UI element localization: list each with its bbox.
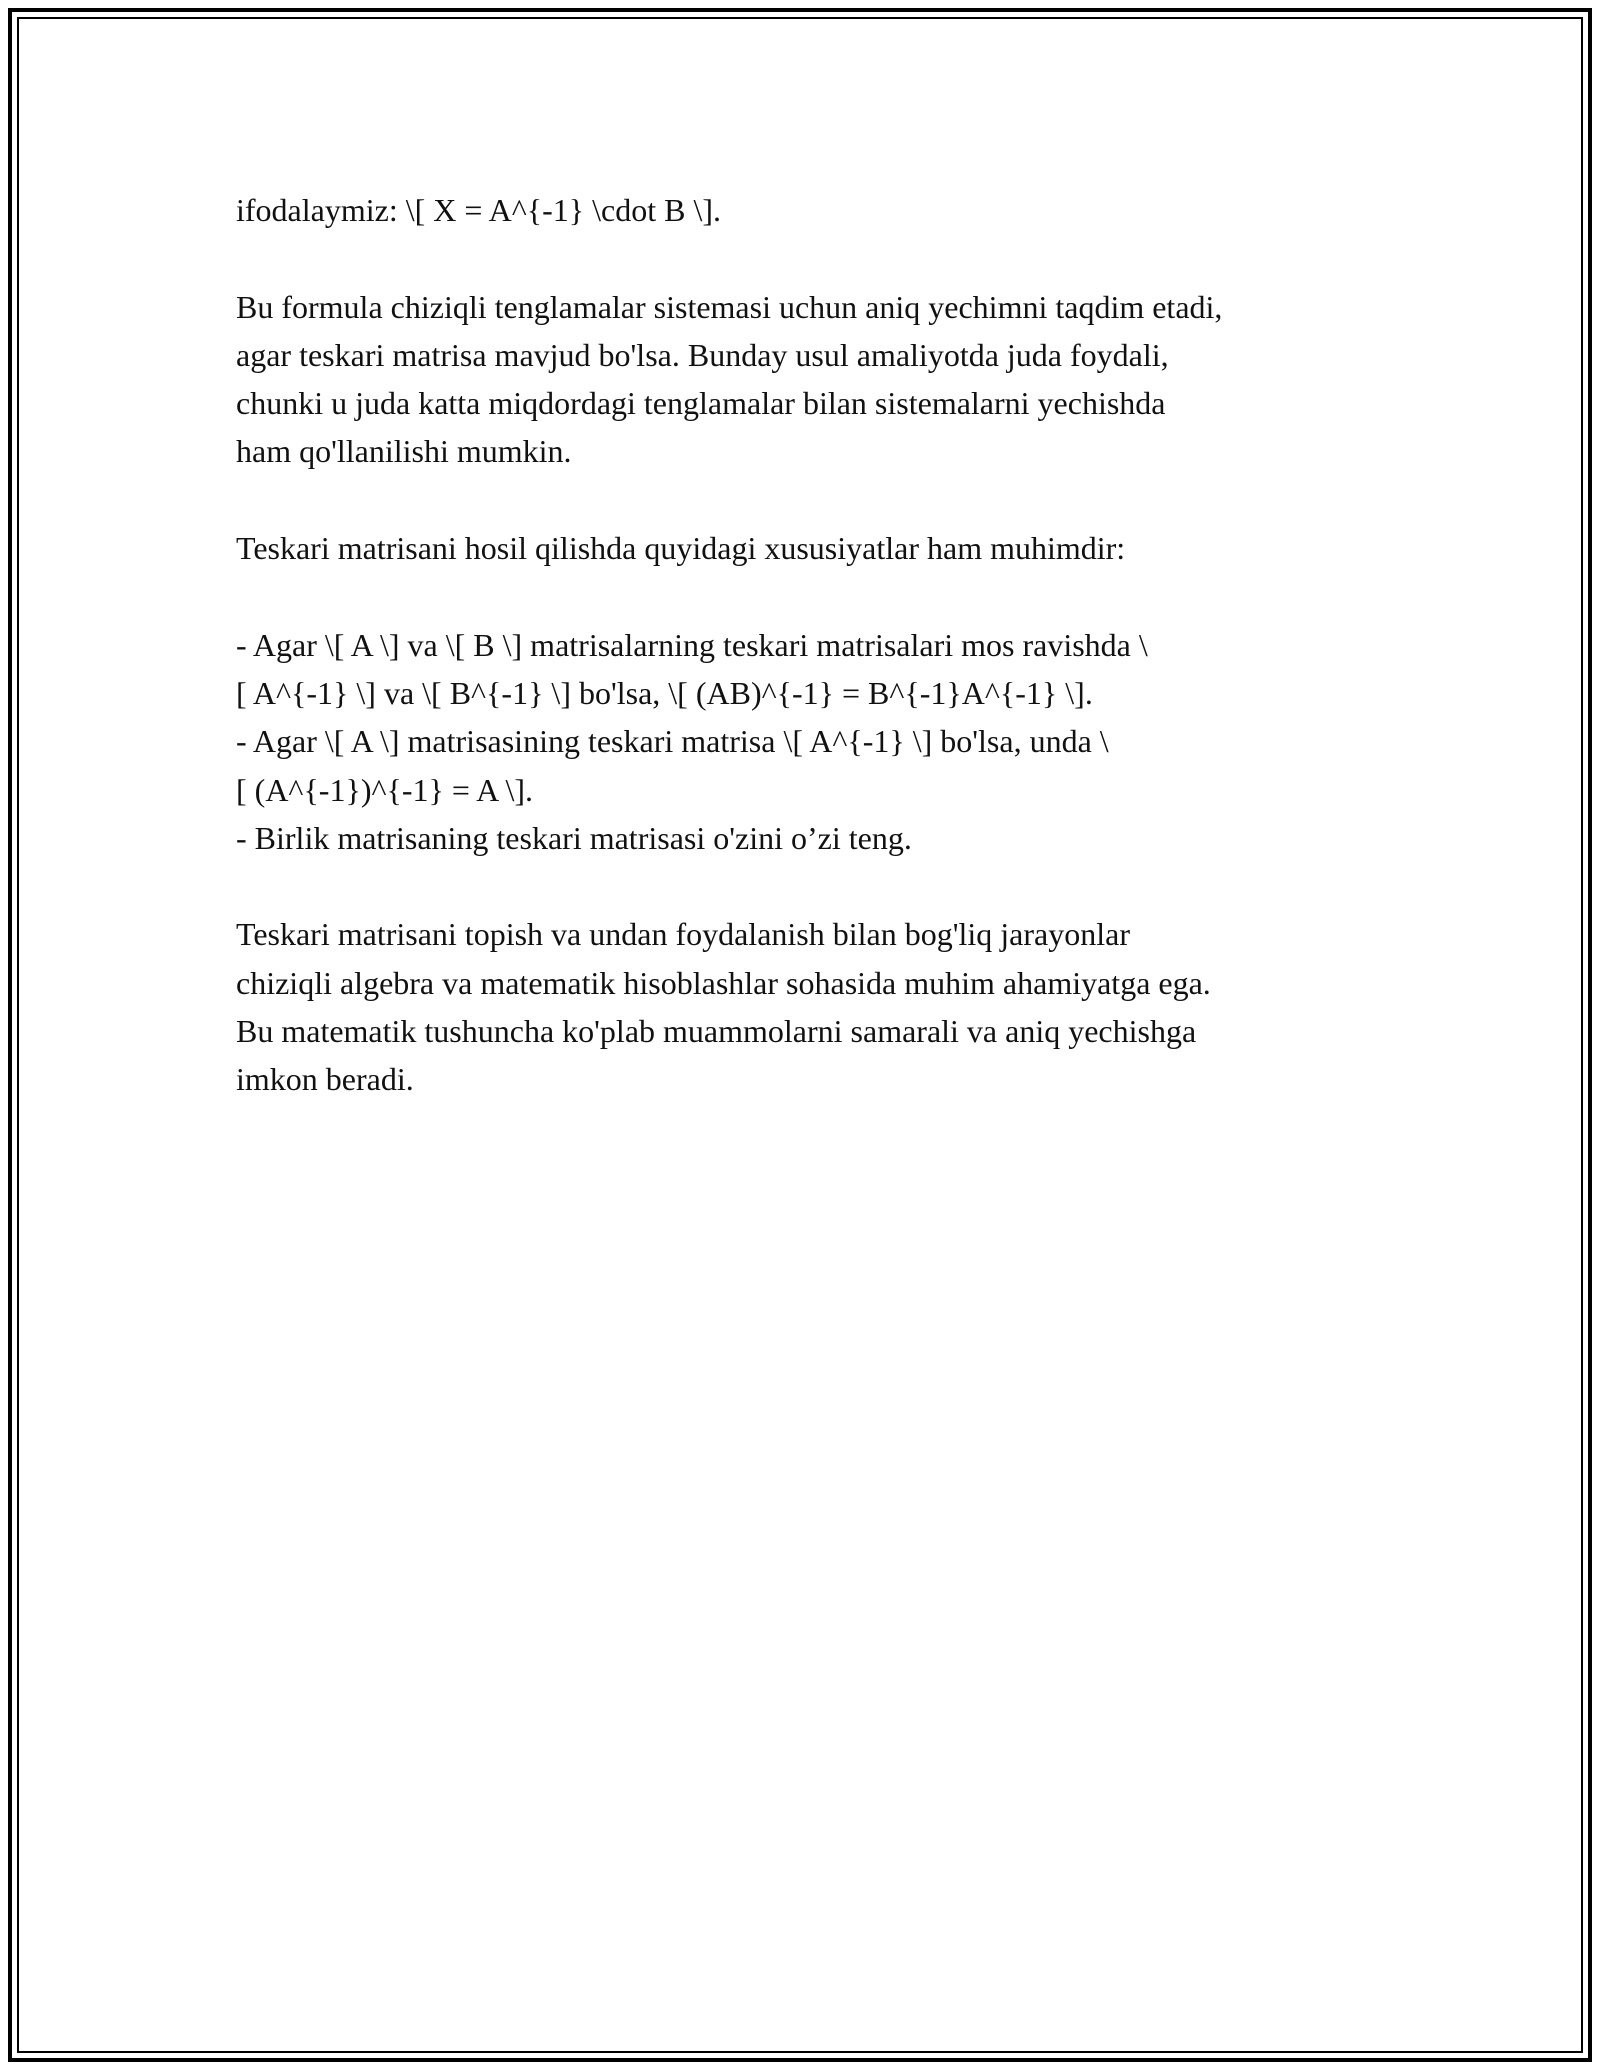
text-line: Teskari matrisani hosil qilishda quyidagi xususiyatlar ham muhimdir:: [236, 530, 1126, 567]
list-item-line: - Birlik matrisaning teskari matrisasi o'zini o’zi teng.: [236, 819, 912, 856]
paragraph-conclusion: [236, 910, 1416, 1103]
paragraph-gap: [236, 234, 1416, 282]
paragraph-explanation: [236, 283, 1416, 476]
text-line: Bu matematik tushuncha ko'plab muammolarni samarali va aniq yechishga: [236, 1013, 1197, 1050]
paragraph-formula: [236, 186, 1416, 234]
text-line: chiziqli algebra va matematik hisoblashlar sohasida muhim ahamiyatga ega.: [236, 964, 1211, 1001]
text-line: ham qo'llanilishi mumkin.: [236, 433, 572, 470]
document-body: [236, 186, 1416, 1104]
text-line: Teskari matrisani topish va undan foydalanish bilan bog'liq jarayonlar: [236, 916, 1130, 953]
text-line: chunki u juda katta miqdordagi tenglamalar bilan sistemalarni yechishda: [236, 385, 1166, 422]
list-item-line: - Agar \[ A \] matrisasining teskari matrisa \[ A^{-1} \] bo'lsa, unda \: [236, 723, 1109, 760]
paragraph-gap: [236, 476, 1416, 524]
list-item-line: [ (A^{-1})^{-1} = A \].: [236, 771, 534, 808]
paragraph-gap: [236, 572, 1416, 620]
paragraph-properties-intro: [236, 524, 1416, 572]
paragraph-gap: [236, 862, 1416, 910]
list-item-line: - Agar \[ A \] va \[ B \] matrisalarning teskari matrisalari mos ravishda \: [236, 626, 1148, 663]
list-item-line: [ A^{-1} \] va \[ B^{-1} \] bo'lsa, \[ (AB)^{-1} = B^{-1}A^{-1} \].: [236, 674, 1093, 711]
paragraph-properties-list: [236, 621, 1416, 862]
text-line: ifodalaymiz: \[ X = A^{-1} \cdot B \].: [236, 192, 722, 228]
text-line: Bu formula chiziqli tenglamalar sistemasi uchun aniq yechimni taqdim etadi,: [236, 288, 1223, 325]
text-line: imkon beradi.: [236, 1061, 414, 1098]
text-line: agar teskari matrisa mavjud bo'lsa. Bunday usul amaliyotda juda foydali,: [236, 336, 1169, 373]
